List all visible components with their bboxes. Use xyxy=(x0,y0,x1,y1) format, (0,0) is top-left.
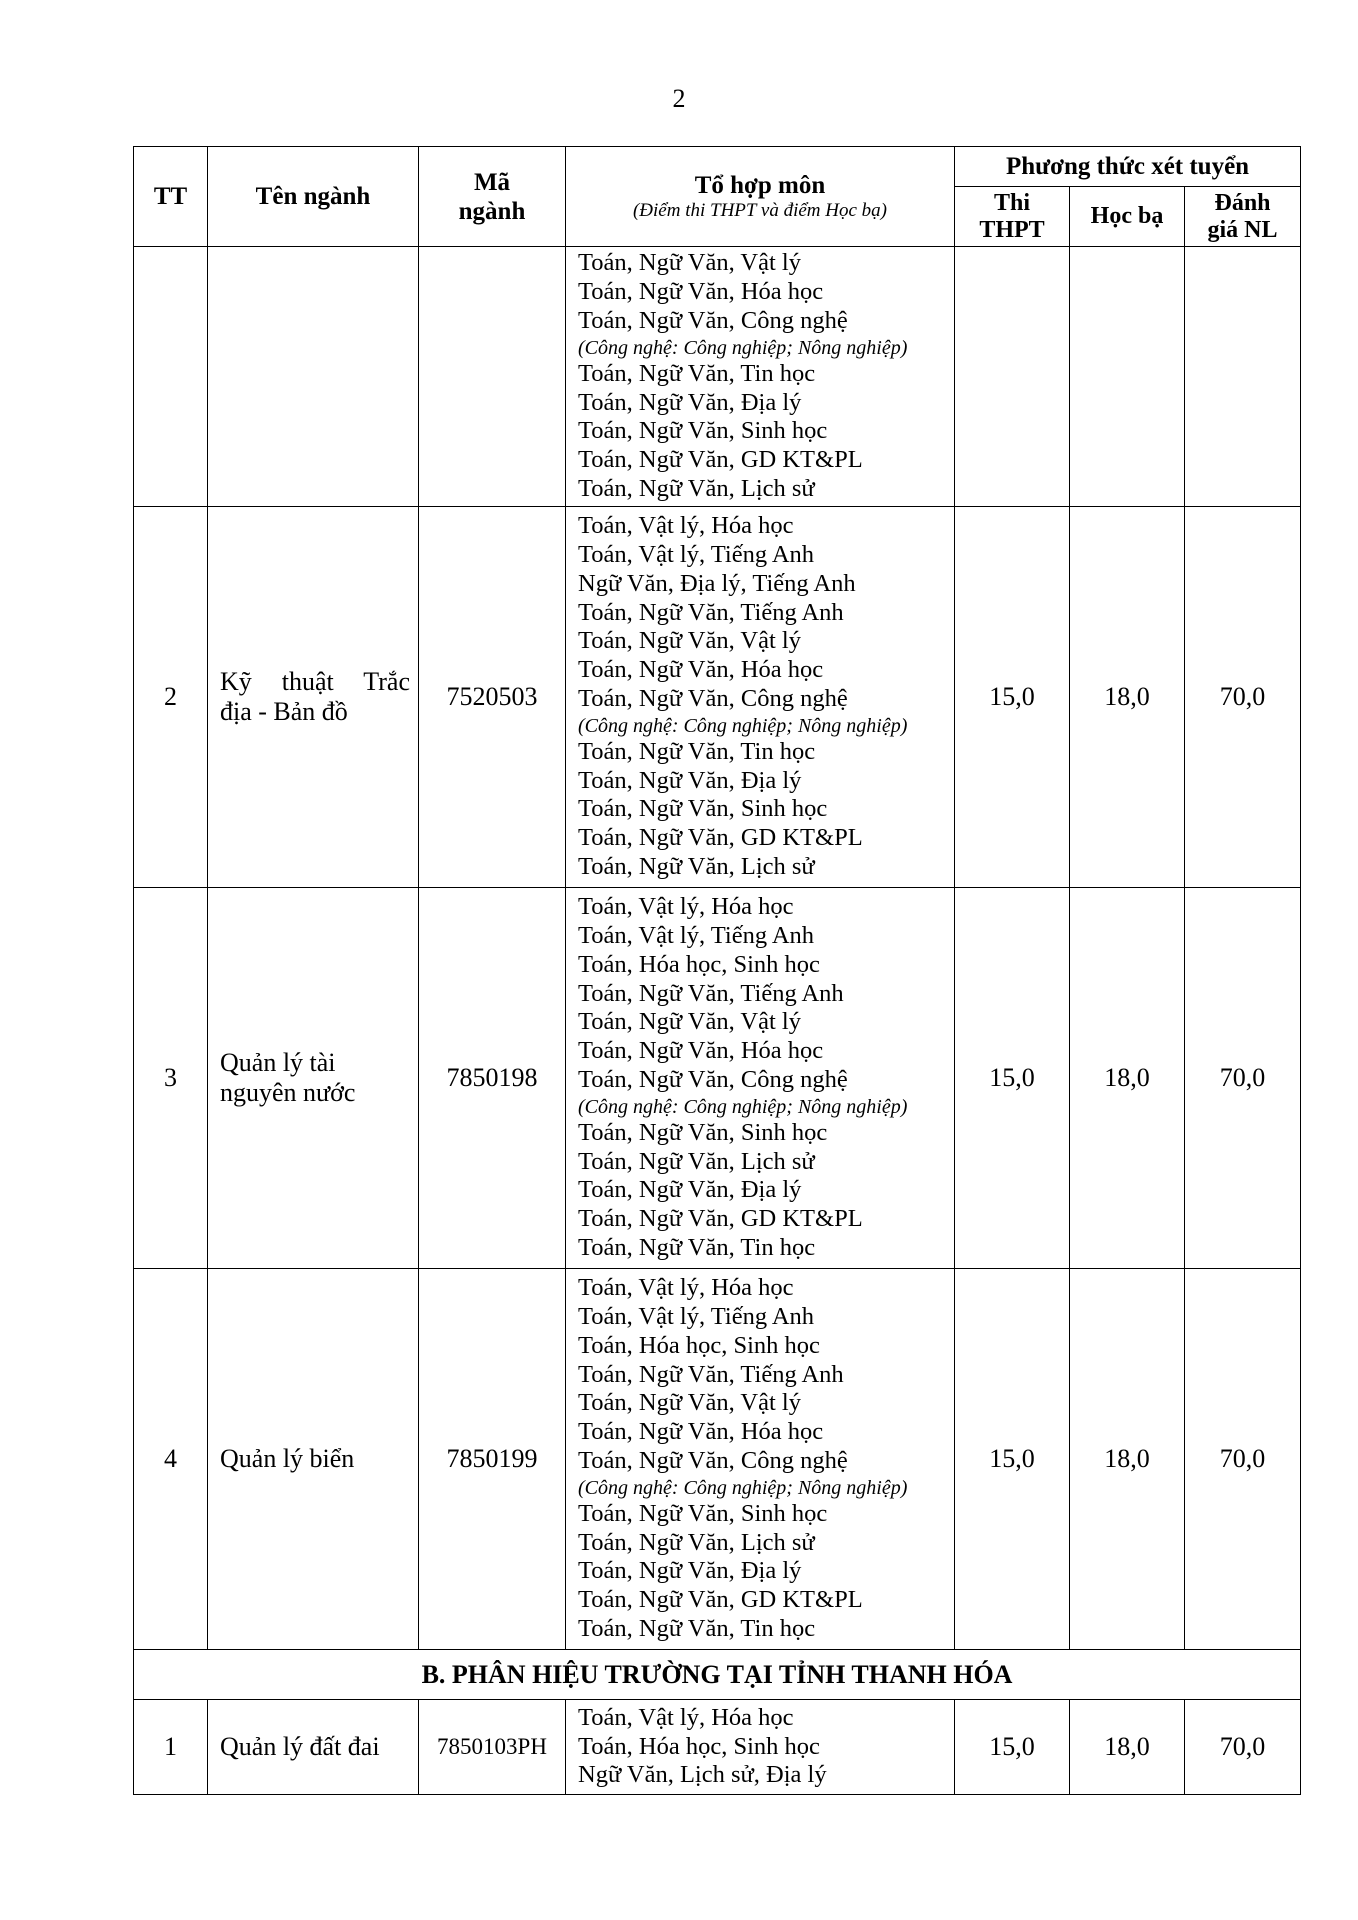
subject-note: (Công nghệ: Công nghiệp; Nông nghiệp) xyxy=(578,714,908,737)
table-row xyxy=(134,507,1301,888)
table-row-continuation xyxy=(134,247,1301,507)
subject-combo: Toán, Ngữ Văn, Sinh học xyxy=(578,1118,828,1146)
subject-combo: Toán, Ngữ Văn, Tin học xyxy=(578,1233,816,1261)
cell-thi-thpt xyxy=(955,247,1070,507)
subject-combo: Toán, Ngữ Văn, GD KT&PL xyxy=(578,824,863,852)
cell-name xyxy=(208,1269,419,1650)
header-thi-thpt xyxy=(955,187,1070,247)
cell-hoc-ba: 18,0 xyxy=(1070,1700,1185,1795)
subject-note: (Công nghệ: Công nghiệp; Nông nghiệp) xyxy=(578,1095,908,1118)
subject-combo: Toán, Ngữ Văn, Tiếng Anh xyxy=(578,979,844,1007)
table-row xyxy=(134,888,1301,1269)
name-line: Quản lý tài xyxy=(220,1048,336,1077)
cell-thi-thpt: 15,0 xyxy=(955,888,1070,1269)
header-to-hop xyxy=(566,147,955,247)
subject-combo: Toán, Ngữ Văn, GD KT&PL xyxy=(578,446,863,474)
subject-combo: Toán, Ngữ Văn, Lịch sử xyxy=(578,1147,815,1175)
header-ma-nganh-line2: ngành xyxy=(458,197,526,225)
cell-code: 7850199 xyxy=(419,1269,566,1650)
subject-combo: Toán, Ngữ Văn, Tiếng Anh xyxy=(578,598,844,626)
subject-combo: Toán, Ngữ Văn, Sinh học xyxy=(578,1499,828,1527)
name-line: địa - Bản đồ xyxy=(220,697,348,726)
cell-tt: 3 xyxy=(134,888,208,1269)
header-phuong-thuc: Phương thức xét tuyển xyxy=(955,147,1301,187)
subject-combo: Ngữ Văn, Lịch sử, Địa lý xyxy=(578,1761,827,1789)
subject-combo: Toán, Hóa học, Sinh học xyxy=(578,950,820,978)
cell-name xyxy=(208,247,419,507)
subject-note: (Công nghệ: Công nghiệp; Nông nghiệp) xyxy=(578,1476,908,1499)
cell-name xyxy=(208,507,419,888)
header-ma-nganh xyxy=(419,147,566,247)
cell-subjects xyxy=(566,507,955,888)
subject-combo: Toán, Ngữ Văn, Vật lý xyxy=(578,249,801,277)
subject-combo: Toán, Ngữ Văn, Hóa học xyxy=(578,1418,824,1446)
subject-combo: Toán, Ngữ Văn, Hóa học xyxy=(578,1037,824,1065)
subject-combo: Ngữ Văn, Địa lý, Tiếng Anh xyxy=(578,569,856,597)
header-danh-gia-line1: Đánh xyxy=(1214,189,1271,216)
section-heading-row xyxy=(134,1650,1301,1700)
cell-hoc-ba xyxy=(1070,247,1185,507)
name-line: Quản lý đất đai xyxy=(220,1732,380,1761)
subject-combo: Toán, Ngữ Văn, GD KT&PL xyxy=(578,1205,863,1233)
subject-combo: Toán, Ngữ Văn, Hóa học xyxy=(578,656,824,684)
header-ten-nganh: Tên ngành xyxy=(208,147,419,247)
subject-combo: Toán, Ngữ Văn, Lịch sử xyxy=(578,1528,815,1556)
admission-table xyxy=(133,146,1301,1795)
cell-code xyxy=(419,247,566,507)
subject-combo: Toán, Vật lý, Hóa học xyxy=(578,512,794,540)
subject-combo: Toán, Ngữ Văn, Địa lý xyxy=(578,1176,802,1204)
header-thi-thpt-line2: THPT xyxy=(979,216,1045,243)
subject-combo: Toán, Ngữ Văn, Hóa học xyxy=(578,278,824,306)
cell-hoc-ba: 18,0 xyxy=(1070,1269,1185,1650)
subject-combo: Toán, Vật lý, Tiếng Anh xyxy=(578,1303,815,1331)
subject-combo: Toán, Vật lý, Hóa học xyxy=(578,1274,794,1302)
subject-combo: Toán, Ngữ Văn, Tiếng Anh xyxy=(578,1360,844,1388)
name-line: Kỹ thuật Trắc xyxy=(220,667,410,696)
cell-tt: 4 xyxy=(134,1269,208,1650)
header-hoc-ba: Học bạ xyxy=(1070,187,1185,247)
table-row xyxy=(134,1700,1301,1795)
subject-combo: Toán, Ngữ Văn, Địa lý xyxy=(578,766,802,794)
cell-tt: 1 xyxy=(134,1700,208,1795)
cell-code: 7850198 xyxy=(419,888,566,1269)
subject-combo: Toán, Ngữ Văn, Công nghệ xyxy=(578,1447,848,1474)
cell-subjects xyxy=(566,1269,955,1650)
cell-danh-gia: 70,0 xyxy=(1185,888,1301,1269)
subject-combo: Toán, Ngữ Văn, Địa lý xyxy=(578,1557,802,1585)
header-to-hop-title: Tổ hợp môn xyxy=(694,172,826,199)
subject-combo: Toán, Ngữ Văn, Tin học xyxy=(578,1614,816,1642)
subject-combo: Toán, Vật lý, Tiếng Anh xyxy=(578,922,815,950)
cell-hoc-ba: 18,0 xyxy=(1070,888,1185,1269)
subject-combo: Toán, Ngữ Văn, Địa lý xyxy=(578,388,802,416)
cell-name xyxy=(208,1700,419,1795)
subject-combo: Toán, Ngữ Văn, Lịch sử xyxy=(578,474,815,502)
header-tt: TT xyxy=(134,147,208,247)
section-b-title: B. PHÂN HIỆU TRƯỜNG TẠI TỈNH THANH HÓA xyxy=(134,1650,1301,1700)
cell-danh-gia xyxy=(1185,247,1301,507)
cell-thi-thpt: 15,0 xyxy=(955,507,1070,888)
header-to-hop-note: (Điểm thi THPT và điểm Học bạ) xyxy=(632,200,887,221)
subject-combo: Toán, Ngữ Văn, Công nghệ xyxy=(578,306,848,334)
cell-code: 7520503 xyxy=(419,507,566,888)
header-danh-gia xyxy=(1185,187,1301,247)
subject-combo: Toán, Ngữ Văn, Lịch sử xyxy=(578,852,815,880)
header-thi-thpt-line1: Thi xyxy=(993,189,1031,216)
subject-note: (Công nghệ: Công nghiệp; Nông nghiệp) xyxy=(578,336,908,359)
subject-combo: Toán, Vật lý, Hóa học xyxy=(578,893,794,921)
page-number: 2 xyxy=(672,84,686,113)
name-line: nguyên nước xyxy=(220,1078,356,1107)
subject-combo: Toán, Vật lý, Hóa học xyxy=(578,1703,794,1731)
cell-subjects xyxy=(566,888,955,1269)
subject-combo: Toán, Hóa học, Sinh học xyxy=(578,1732,820,1760)
cell-danh-gia: 70,0 xyxy=(1185,1700,1301,1795)
subject-combo: Toán, Ngữ Văn, Vật lý xyxy=(578,627,801,655)
cell-thi-thpt: 15,0 xyxy=(955,1700,1070,1795)
subject-combo: Toán, Ngữ Văn, GD KT&PL xyxy=(578,1586,863,1614)
subject-combo: Toán, Ngữ Văn, Sinh học xyxy=(578,417,828,445)
table-row xyxy=(134,1269,1301,1650)
cell-subjects xyxy=(566,247,955,507)
subject-combo: Toán, Ngữ Văn, Công nghệ xyxy=(578,1066,848,1093)
subject-combo: Toán, Ngữ Văn, Tin học xyxy=(578,359,816,387)
subject-combo: Toán, Ngữ Văn, Tin học xyxy=(578,737,816,765)
cell-tt xyxy=(134,247,208,507)
cell-danh-gia: 70,0 xyxy=(1185,1269,1301,1650)
subject-combo: Toán, Ngữ Văn, Sinh học xyxy=(578,795,828,823)
header-ma-nganh-line1: Mã xyxy=(473,168,511,196)
name-line: Quản lý biển xyxy=(220,1444,355,1473)
cell-danh-gia: 70,0 xyxy=(1185,507,1301,888)
cell-subjects xyxy=(566,1700,955,1795)
cell-thi-thpt: 15,0 xyxy=(955,1269,1070,1650)
cell-hoc-ba: 18,0 xyxy=(1070,507,1185,888)
cell-tt: 2 xyxy=(134,507,208,888)
cell-code: 7850103PH xyxy=(419,1700,566,1795)
cell-name xyxy=(208,888,419,1269)
subject-combo: Toán, Ngữ Văn, Vật lý xyxy=(578,1008,801,1036)
subject-combo: Toán, Ngữ Văn, Vật lý xyxy=(578,1389,801,1417)
header-danh-gia-line2: giá NL xyxy=(1207,216,1278,243)
subject-combo: Toán, Hóa học, Sinh học xyxy=(578,1331,820,1359)
subject-combo: Toán, Ngữ Văn, Công nghệ xyxy=(578,685,848,712)
subject-combo: Toán, Vật lý, Tiếng Anh xyxy=(578,541,815,569)
